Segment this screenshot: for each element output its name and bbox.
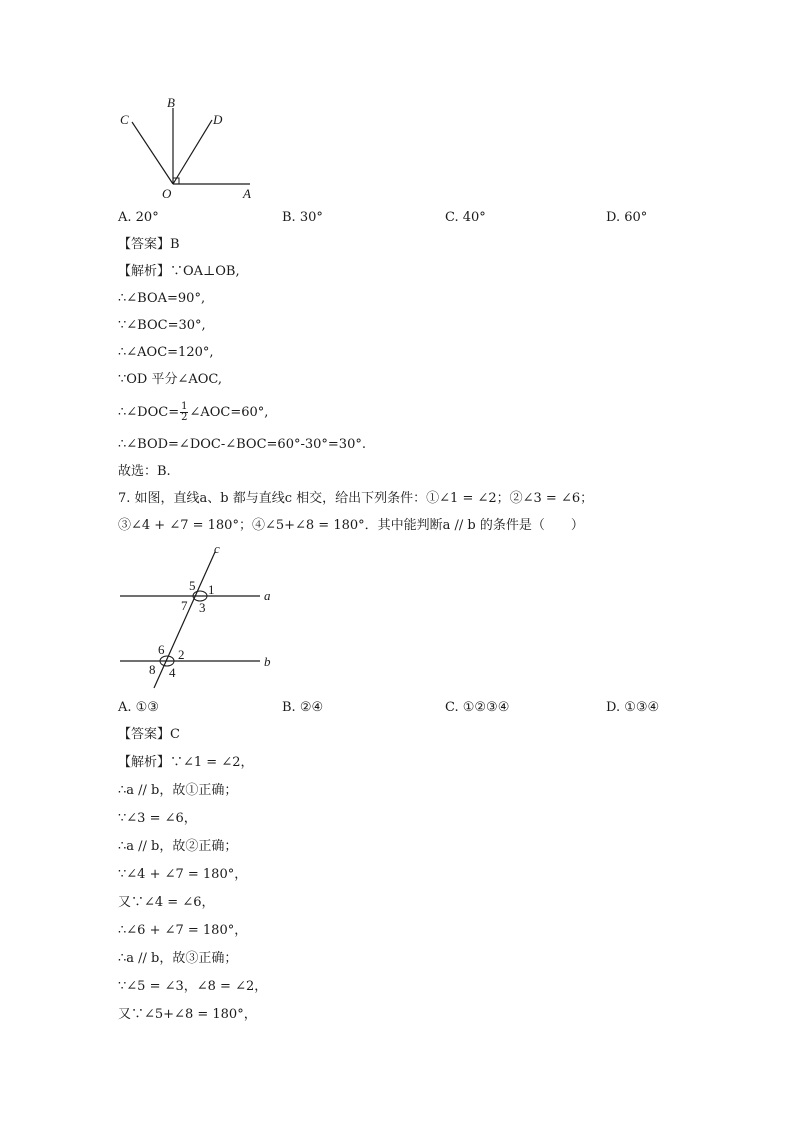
figure-angles-aob <box>110 92 270 204</box>
angle-label-1: 1 <box>208 582 215 597</box>
label-c: C <box>120 112 129 127</box>
label-d: D <box>213 112 223 127</box>
q6-option-a: A. 20° <box>118 210 159 225</box>
angle-label-7: 7 <box>181 598 188 613</box>
q7-option-d: D. ①③④ <box>606 700 660 715</box>
figure-angles-svg <box>110 92 270 204</box>
q6-analysis-line: ∵∠BOC=30°, <box>118 318 206 333</box>
q7-analysis-line: ∵∠5 = ∠3，∠8 = ∠2， <box>118 979 268 994</box>
figure-parallel-svg <box>110 540 290 692</box>
q7-stem-line1: 7. 如图，直线a、b 都与直线c 相交，给出下列条件：①∠1 = ∠2；②∠3 = ∠6； <box>118 491 594 506</box>
label-o: O <box>162 186 172 201</box>
q7-analysis-line: 又∵∠5+∠8 = 180°， <box>118 1007 257 1022</box>
q6-analysis-line: ∴∠AOC=120°, <box>118 345 214 360</box>
q7-analysis-line: ∴a // b，故③正确； <box>118 951 238 966</box>
q6-analysis-line: ∵OD 平分∠AOC, <box>118 372 223 387</box>
fraction-denominator: 2 <box>181 412 188 423</box>
q7-option-b: B. ②④ <box>282 700 324 715</box>
q7-analysis-line: ∵∠3 = ∠6， <box>118 811 197 826</box>
fraction-half <box>180 402 188 423</box>
label-line-a: a <box>264 588 271 603</box>
figure-parallel-lines <box>110 540 290 692</box>
q7-stem-line2: ③∠4 + ∠7 = 180°；④∠5+∠8 = 180°．其中能判断a // b 的条件是（ ） <box>118 518 584 533</box>
q6-option-c: C. 40° <box>445 210 486 225</box>
label-a: A <box>243 186 251 201</box>
q7-analysis-line: 【解析】∵∠1 = ∠2， <box>118 755 254 770</box>
q6-analysis-line: 【解析】∵OA⊥OB, <box>118 264 240 279</box>
label-b: B <box>167 95 175 110</box>
angle-label-3: 3 <box>199 600 206 615</box>
angle-label-8: 8 <box>149 662 156 677</box>
q6-choose: 故选：B. <box>118 464 171 479</box>
q6-options <box>118 210 678 228</box>
angle-label-2: 2 <box>178 647 185 662</box>
q6-answer: 【答案】B <box>118 237 180 252</box>
q7-analysis-line: ∴∠6 + ∠7 = 180°， <box>118 923 248 938</box>
q6-option-b: B. 30° <box>282 210 323 225</box>
q6-doc-line <box>118 402 268 423</box>
q7-option-a: A. ①③ <box>118 700 159 715</box>
q6-doc-prefix: ∴∠DOC= <box>118 405 180 420</box>
ray-od <box>173 120 212 184</box>
ray-oc <box>132 122 173 184</box>
q6-doc-suffix: ∠AOC=60°, <box>189 405 269 420</box>
line-c <box>154 552 215 688</box>
q7-analysis-line: ∴a // b，故②正确； <box>118 839 238 854</box>
q6-analysis-line: ∴∠BOA=90°, <box>118 291 206 306</box>
angle-label-4: 4 <box>169 665 176 680</box>
q7-analysis-line: 又∵∠4 = ∠6， <box>118 895 215 910</box>
angle-label-5: 5 <box>189 578 196 593</box>
q7-analysis-line: ∵∠4 + ∠7 = 180°， <box>118 867 248 882</box>
q6-bod-line: ∴∠BOD=∠DOC-∠BOC=60°-30°=30°. <box>118 437 366 452</box>
angle-label-6: 6 <box>158 642 165 657</box>
q7-analysis-line: ∴a // b，故①正确； <box>118 783 238 798</box>
label-line-b: b <box>264 654 271 669</box>
q7-options <box>118 700 678 718</box>
q7-answer: 【答案】C <box>118 727 180 742</box>
fraction-numerator: 1 <box>181 401 188 412</box>
q6-option-d: D. 60° <box>606 210 648 225</box>
label-line-c: c <box>214 541 220 556</box>
q7-option-c: C. ①②③④ <box>445 700 510 715</box>
